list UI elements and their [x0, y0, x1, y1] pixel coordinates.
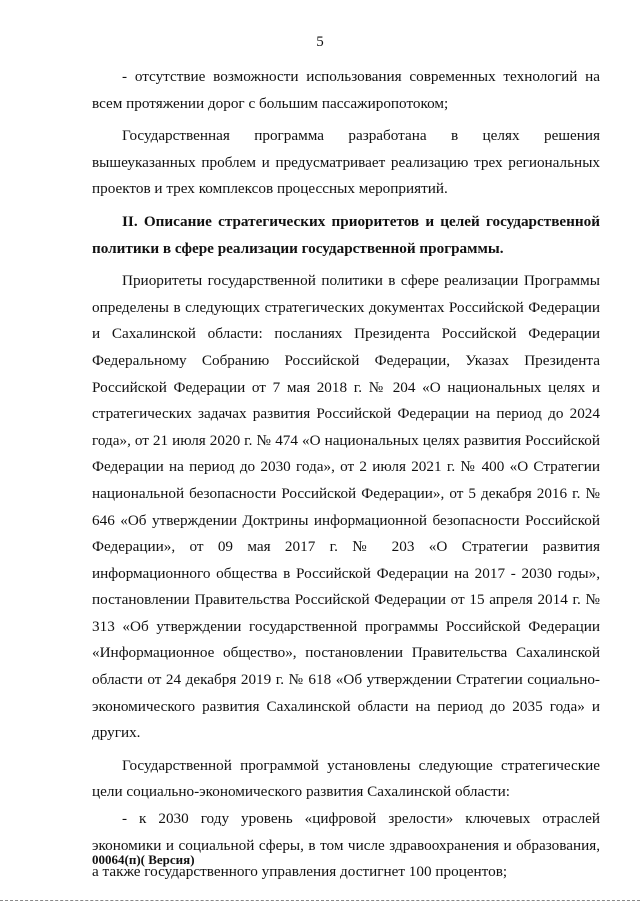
page-number: 5 [316, 34, 324, 50]
paragraph-program-purpose: Государственная программа разработана в целях решения вышеуказанных проблем и предусматривает реализацию трех региональных проектов и трех комплексов процессных мероприятий. [92, 127, 600, 198]
paragraph-priorities: Приоритеты государственной политики в сфере реализации Программы определены в следующих стратегических документах Российской Федерации и Сахалинской области: посланиях Президента Российской Федерации Федеральному Собранию Российской Федерации, Указах Президента Российской Федерации от 7 мая 2018 г. № 204 «О национальных целях и стратегических задачах развития Российской Федерации на период до 2024 года», от 21 июля 2020 г. № 474 «О национальных целях развития Российской Федерации на период до 2030 года», от 2 июля 2021 г. № 400 «О Стратегии национальной безопасности Российской Федерации», от 5 декабря 2016 г. № 646 «Об утверждении Доктрины информационной безопасности Российской Федерации», от 09 мая 2017 г. № 203 «О Стратегии развития информационного общества в Российской Федерации на 2017 - 2030 годы», постановлении Правительства Российской Федерации от 15 апреля 2014 г. № 313 «Об утверждении государственной программы Российской Федерации «Информационное общество», постановлении Правительства Сахалинской области от 24 декабря 2019 г. № 618 «Об утверждении Стратегии социально-экономического развития Сахалинской области на период до 2035 года» и других. [92, 272, 600, 742]
paragraph-digital-maturity: - к 2030 году уровень «цифровой зрелости» ключевых отраслей экономики и социальной сферы, в том числе здравоохранения и образования, а также государственного управления достигнет 100 процентов; [92, 810, 600, 881]
document-footer: 00064(п)( Версия) [92, 852, 195, 867]
bottom-divider [0, 900, 640, 901]
document-body [92, 64, 600, 886]
section-heading: II. Описание стратегических приоритетов и целей государственной политики в сфере реализации государственной программы. [92, 212, 600, 257]
paragraph-strategic-goals: Государственной программой установлены следующие стратегические цели социально-экономического развития Сахалинской области: [92, 756, 600, 801]
paragraph-technology-limitation: - отсутствие возможности использования современных технологий на всем протяжении дорог с большим пассажиропотоком; [92, 68, 600, 112]
